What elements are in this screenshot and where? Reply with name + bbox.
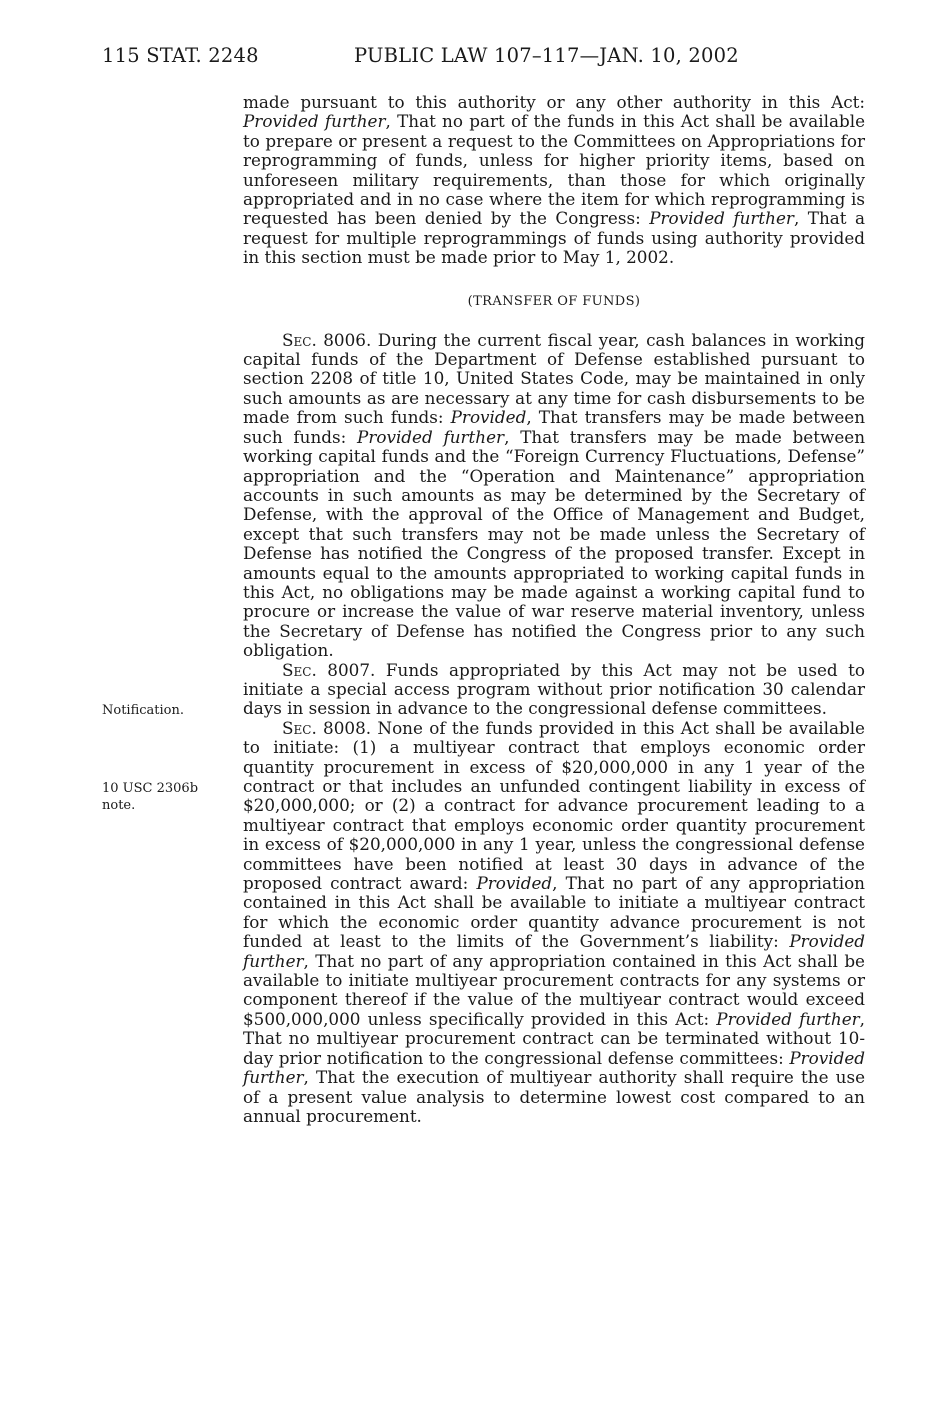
section-8007: Sec. 8007. Funds appropriated by this Act may not be used to initiate a special access program without prior notification 30 calendar days in session in advance to the congressional defense committees.: [243, 659, 865, 719]
margin-note-notification: Notification.: [102, 703, 184, 718]
section-label: Sec. 8007.: [282, 659, 376, 680]
section-label: Sec. 8006.: [282, 329, 372, 350]
section-8006: Sec. 8006. During the current fiscal year, cash balances in working capital funds of the Department of Defense established pursuant to section 2208 of title 10, United States Code, may be maintained in only such amounts as are necessary at any time for cash disbursements to be made from such funds: Provided, That transfers may be made between such funds: Provided further, That transfers may be made between working capital funds and the “Foreign Currency Fluctuations, Defense” appropriation and the “Operation and Maintenance” appropriation accounts in such amounts as may be determined by the Secretary of Defense, with the approval of the Office of Management and Budget, except that such transfers may not be made unless the Secretary of Defense has notified the Congress of the proposed transfer. Except in amounts equal to the amounts appropriated to working capital funds in this Act, no obligations may be made against a working capital fund to procure or increase the value of war reserve material inventory, unless the Secretary of Defense has notified the Congress prior to any such obligation.: [243, 329, 865, 661]
margin-note-usc-line1: 10 USC 2306b: [102, 781, 199, 796]
public-law-title: PUBLIC LAW 107–117—JAN. 10, 2002: [354, 44, 739, 67]
section-8008: Sec. 8008. None of the funds provided in this Act shall be available to initiate: (1) a multiyear contract that employs economic order quantity procurement in excess of $20,000,000 in any 1 year of the contract or that includes an unfunded contingent liability in excess of $20,000,000; or (2) a contract for advance procurement leading to a multiyear contract that employs economic order quantity procurement in excess of $20,000,000 in any 1 year, unless the congressional defense committees have been notified at least 30 days in advance of the proposed contract award: Provided, That no part of any appropriation contained in this Act shall be available to initiate a multiyear contract for which the economic order quantity advance procurement is not funded at least to the limits of the Government’s liability: Provided further, That no part of any appropriation contained in this Act shall be available to initiate multiyear procurement contracts for any systems or component thereof if the value of the multiyear contract would exceed $500,000,000 unless specifically provided in this Act: Provided further, That no multiyear procurement contract can be terminated without 10-day prior notification to the congressional defense committees: Provided further, That the execution of multiyear authority shall require the use of a present value analysis to determine lowest cost compared to an annual procurement.: [243, 717, 866, 1126]
margin-note-usc-line2: note.: [102, 798, 136, 813]
body-text: [243, 93, 865, 1126]
section-label: Sec. 8008.: [282, 717, 372, 738]
section-caption: (TRANSFER OF FUNDS): [467, 293, 641, 309]
continuation-paragraph: made pursuant to this authority or any other authority in this Act: Provided further, That no part of the funds in this Act shall be available to prepare or present a request to the Committees on Appropriations for reprogramming of funds, unless for higher priority items, based on unforeseen military requirements, than those for which originally appropriated and in no case where the item for which reprogramming is requested has been denied by the Congress: Provided further, That a request for multiple reprogrammings of funds using authority provided in this section must be made prior to May 1, 2002.: [243, 92, 865, 268]
stat-citation: 115 STAT. 2248: [102, 44, 259, 67]
margin-note-usc: [102, 780, 198, 814]
page-header: [0, 44, 946, 74]
